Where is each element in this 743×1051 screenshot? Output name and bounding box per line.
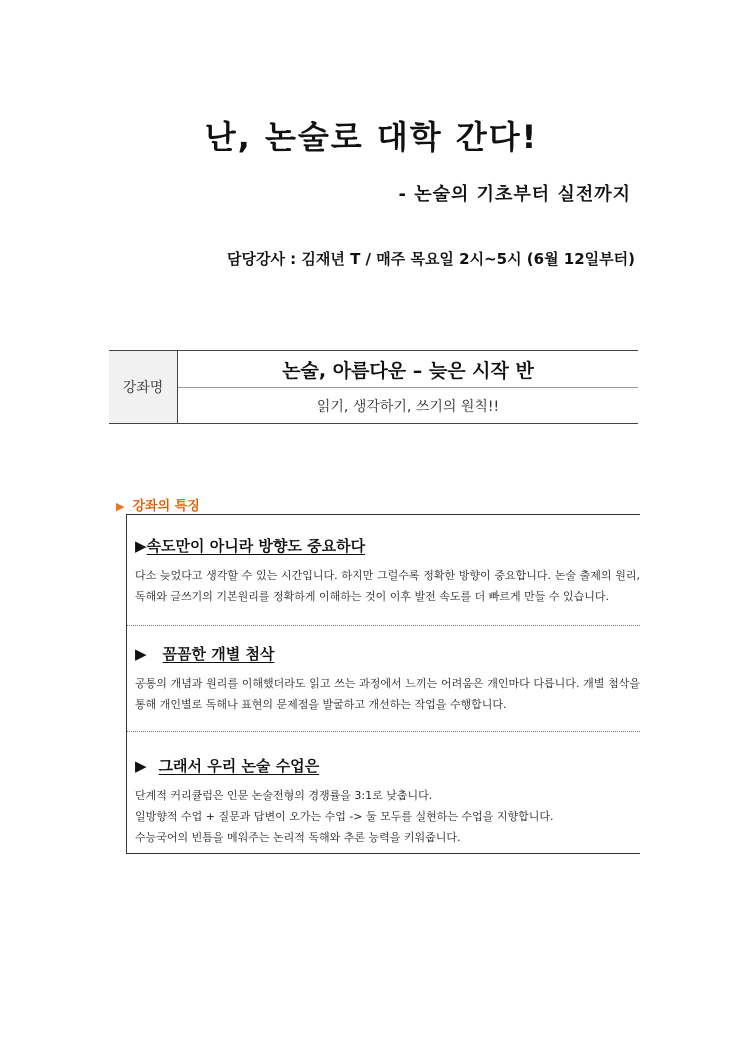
- features-heading-text: 강좌의 특징: [132, 499, 200, 514]
- document-title: 난, 논술로 대학 간다!: [204, 118, 539, 156]
- document-subtitle: - 논술의 기초부터 실전까지: [398, 184, 631, 205]
- section-divider: [127, 625, 640, 626]
- feature-item-direction: [135, 535, 640, 607]
- course-label: 강좌명: [109, 351, 178, 423]
- feature-title-text: 꼼꼼한 개별 첨삭: [162, 645, 275, 663]
- features-heading: [116, 495, 200, 514]
- course-description: 읽기, 생각하기, 쓰기의 원칙!!: [316, 398, 500, 415]
- arrow-icon: ▶: [135, 537, 147, 555]
- feature-line: 단계적 커리큘럼은 인문 논술전형의 경쟁률을 3:1로 낮춥니다.: [135, 789, 433, 802]
- feature-title: [135, 643, 640, 664]
- teacher-info: 담당강사 : 김재년 T / 매주 목요일 2시~5시 (6월 12일부터): [227, 250, 635, 268]
- course-table: [109, 350, 638, 424]
- arrow-icon: ▶: [135, 757, 147, 775]
- features-box: [126, 514, 640, 854]
- section-divider: [127, 731, 640, 732]
- arrow-icon: ▶: [135, 645, 147, 663]
- course-name: 논술, 아름다운 – 늦은 시작 반: [178, 351, 638, 388]
- feature-text: 다소 늦었다고 생각할 수 있는 시간입니다. 하지만 그럴수록 정확한 방향이 중요합니다. 논술 출제의 원리, 독해와 글쓰기의 기본원리를 정확하게 이해하는 것이 이후 발전 속도를 더 빠르게 만들 수 있습니다.: [135, 569, 640, 603]
- triangle-bullet-icon: ▶: [116, 500, 125, 513]
- feature-title-text: 속도만이 아니라 방향도 중요하다: [146, 537, 366, 555]
- feature-title: [135, 535, 640, 556]
- feature-title-text: 그래서 우리 논술 수업은: [158, 757, 320, 775]
- feature-item-our-class: [135, 755, 640, 848]
- feature-item-correction: [135, 643, 640, 715]
- feature-line: 일방향적 수업 + 질문과 답변이 오가는 수업 -> 둘 모두를 실현하는 수업을 지향합니다.: [135, 810, 554, 823]
- feature-line: 수능국어의 빈틈을 메워주는 논리적 독해와 추론 능력을 키워줍니다.: [135, 831, 461, 844]
- feature-title: [135, 755, 640, 776]
- feature-text: 공통의 개념과 원리를 이해했더라도 읽고 쓰는 과정에서 느끼는 어려움은 개인마다 다릅니다. 개별 첨삭을 통해 개인별로 독해나 표현의 문제점을 발굴하고 개선하는 작업을 수행합니다.: [135, 677, 640, 711]
